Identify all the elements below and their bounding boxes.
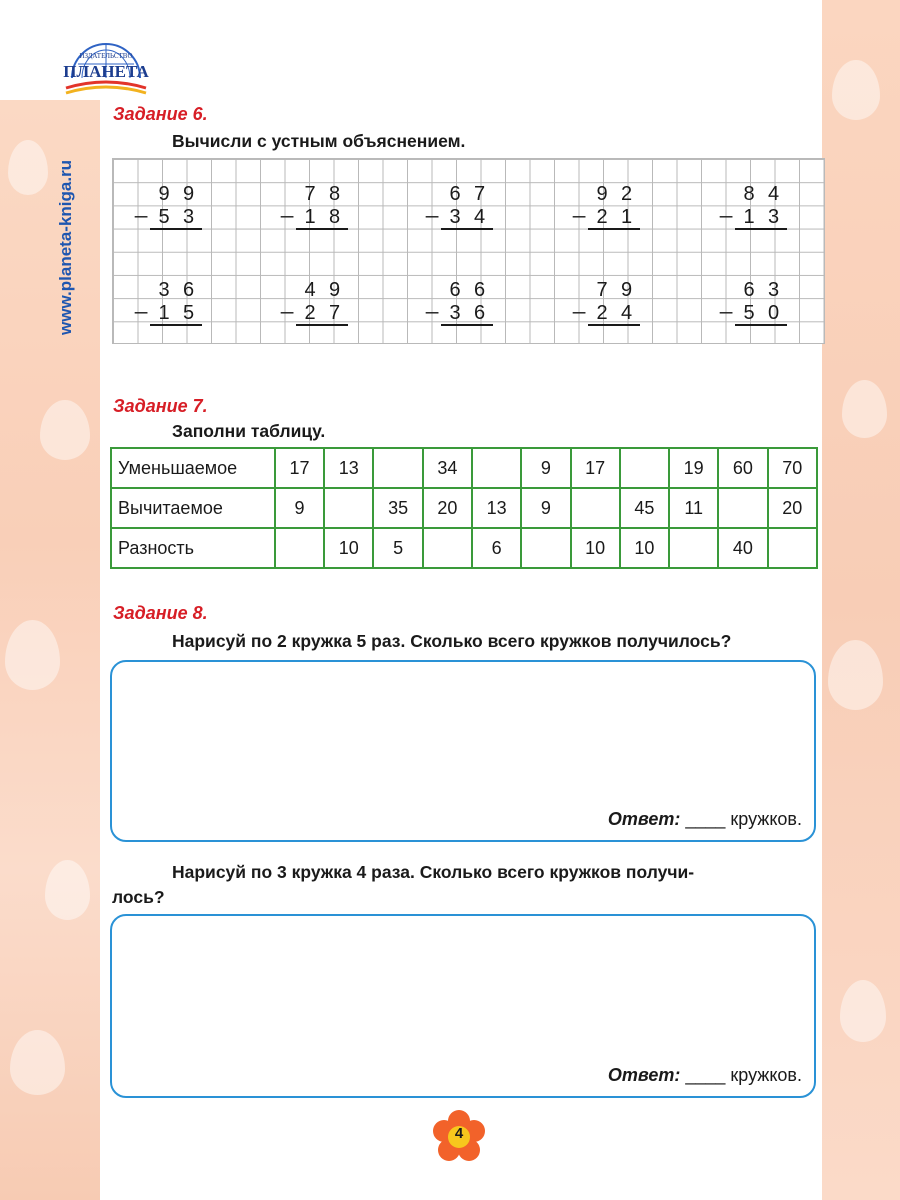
task7-text: Заполни таблицу. (172, 421, 326, 441)
table-cell: 34 (423, 448, 472, 488)
minus-sign: _ (720, 289, 733, 314)
minus-sign: _ (135, 193, 148, 218)
minuend-digit: 8 (328, 183, 341, 205)
row-label: Уменьшаемое (111, 448, 275, 488)
table-cell: 13 (324, 448, 373, 488)
petal-decor (8, 140, 48, 195)
minuend-digit: 6 (449, 183, 461, 205)
subtraction-table (110, 447, 818, 569)
minus-sign: _ (573, 289, 586, 314)
table-cell: 10 (571, 528, 620, 568)
table-cell: 35 (373, 488, 422, 528)
minuend-digit: 9 (328, 279, 341, 301)
task6-text: Вычисли с устным объяснением. (172, 131, 466, 151)
minuend-digit: 7 (304, 183, 316, 205)
table-cell[interactable] (373, 448, 422, 488)
subtraction-problem (720, 277, 790, 327)
minuend-digit: 6 (182, 279, 195, 301)
minuend-digit: 7 (596, 279, 608, 301)
minuend-digit: 3 (767, 279, 780, 301)
result-line (588, 228, 640, 230)
table-cell: 10 (620, 528, 669, 568)
minuend-digit: 4 (304, 279, 316, 301)
result-line (441, 228, 493, 230)
minuend-digit: 6 (473, 279, 486, 301)
answer-blank[interactable]: ____ (685, 1065, 726, 1085)
subtrahend-digit: 3 (182, 206, 195, 229)
table-cell[interactable] (472, 448, 521, 488)
minuend-digit: 9 (182, 183, 195, 205)
table-cell: 9 (521, 448, 570, 488)
answer-blank[interactable]: ____ (685, 809, 726, 829)
minuend-digit: 2 (620, 183, 633, 205)
table-cell[interactable] (571, 488, 620, 528)
calc-grid (112, 158, 825, 344)
subtrahend-digit: 3 (767, 206, 780, 229)
table-cell: 17 (571, 448, 620, 488)
petal-decor (828, 640, 883, 710)
table-cell: 20 (423, 488, 472, 528)
table-cell[interactable] (275, 528, 324, 568)
table-cell[interactable] (521, 528, 570, 568)
petal-decor (40, 400, 90, 460)
minuend-digit: 6 (743, 279, 755, 301)
subtrahend-digit: 5 (743, 302, 755, 325)
subtraction-problem (573, 181, 643, 231)
minus-sign: _ (281, 289, 294, 314)
logo-caption: ИЗДАТЕЛЬСТВО (79, 52, 133, 60)
task8-title: Задание 8. (113, 603, 208, 623)
petal-decor (842, 380, 887, 438)
result-line (588, 324, 640, 326)
left-decor-band (0, 100, 100, 1200)
answer-label: Ответ: (607, 809, 681, 829)
subtrahend-digit: 7 (328, 302, 341, 325)
subtrahend-digit: 4 (473, 206, 486, 229)
subtrahend-digit: 4 (620, 302, 633, 325)
table-row (111, 528, 817, 568)
table-cell[interactable] (718, 488, 767, 528)
subtraction-problem (426, 277, 496, 327)
minuend-digit: 8 (743, 183, 755, 205)
answer-unit: кружков. (730, 1065, 802, 1085)
subtraction-problem (135, 277, 205, 327)
answer-label: Ответ: (607, 1065, 681, 1085)
subtrahend-digit: 2 (304, 302, 316, 325)
petal-decor (5, 620, 60, 690)
result-line (296, 228, 348, 230)
subtrahend-digit: 1 (743, 206, 755, 229)
minus-sign: _ (573, 193, 586, 218)
minuend-digit: 6 (449, 279, 461, 301)
result-line (296, 324, 348, 326)
petal-decor (832, 60, 880, 120)
subtrahend-digit: 2 (596, 206, 608, 229)
result-line (441, 324, 493, 326)
table-cell: 9 (275, 488, 324, 528)
task8-text-1: Нарисуй по 2 кружка 5 раз. Сколько всего кружков получилось? (172, 631, 732, 651)
publisher-logo (58, 38, 154, 100)
result-line (735, 324, 787, 326)
subtrahend-digit: 5 (158, 206, 170, 229)
answer-line-1 (608, 809, 802, 830)
table-cell[interactable] (768, 528, 817, 568)
task8-text-2b: лось? (112, 887, 165, 907)
subtraction-problem (135, 181, 205, 231)
subtraction-problem (573, 277, 643, 327)
subtrahend-digit: 1 (620, 206, 633, 229)
table-row (111, 448, 817, 488)
table-cell[interactable] (669, 528, 718, 568)
table-cell: 13 (472, 488, 521, 528)
table-cell: 19 (669, 448, 718, 488)
table-cell: 5 (373, 528, 422, 568)
minus-sign: _ (135, 289, 148, 314)
petal-decor (10, 1030, 65, 1095)
result-line (735, 228, 787, 230)
subtrahend-digit: 3 (449, 302, 461, 325)
table-cell: 9 (521, 488, 570, 528)
subtrahend-digit: 1 (158, 302, 170, 325)
table-cell: 6 (472, 528, 521, 568)
minuend-digit: 7 (473, 183, 486, 205)
table-cell: 40 (718, 528, 767, 568)
subtraction-problem (281, 181, 351, 231)
table-cell[interactable] (620, 448, 669, 488)
task8-text-2: Нарисуй по 3 кружка 4 раза. Сколько всего кружков получи- (172, 862, 695, 882)
minus-sign: _ (720, 193, 733, 218)
result-line (150, 228, 202, 230)
task6-title: Задание 6. (113, 104, 208, 124)
minuend-digit: 9 (596, 183, 608, 205)
table-cell: 60 (718, 448, 767, 488)
site-url: www.planeta-kniga.ru (56, 159, 75, 335)
subtrahend-digit: 2 (596, 302, 608, 325)
drawing-box-1[interactable] (110, 660, 816, 842)
minuend-digit: 9 (620, 279, 633, 301)
petal-decor (840, 980, 886, 1042)
row-label: Разность (111, 528, 275, 568)
subtrahend-digit: 6 (473, 302, 486, 325)
page-number: 4 (454, 1125, 464, 1142)
answer-line-2 (608, 1065, 802, 1086)
drawing-box-2[interactable] (110, 914, 816, 1098)
table-cell: 20 (768, 488, 817, 528)
table-cell: 11 (669, 488, 718, 528)
table-cell: 70 (768, 448, 817, 488)
petal-decor (45, 860, 90, 920)
minuend-digit: 3 (158, 279, 170, 301)
subtraction-problem (281, 277, 351, 327)
table-cell[interactable] (324, 488, 373, 528)
row-label: Вычитаемое (111, 488, 275, 528)
subtrahend-digit: 5 (182, 302, 195, 325)
minus-sign: _ (426, 289, 439, 314)
table-row (111, 488, 817, 528)
minus-sign: _ (426, 193, 439, 218)
subtrahend-digit: 3 (449, 206, 461, 229)
subtrahend-digit: 1 (304, 206, 316, 229)
table-cell: 45 (620, 488, 669, 528)
table-cell[interactable] (423, 528, 472, 568)
minus-sign: _ (281, 193, 294, 218)
answer-unit: кружков. (730, 809, 802, 829)
task7-title: Задание 7. (113, 396, 208, 416)
subtrahend-digit: 8 (328, 206, 341, 229)
table-cell: 17 (275, 448, 324, 488)
logo-name: ПЛАНЕТА (63, 62, 149, 81)
subtraction-problem (720, 181, 790, 231)
table-cell: 10 (324, 528, 373, 568)
subtraction-problem (426, 181, 496, 231)
subtrahend-digit: 0 (767, 302, 780, 325)
minuend-digit: 9 (158, 183, 170, 205)
right-decor-band (822, 0, 900, 1200)
result-line (150, 324, 202, 326)
minuend-digit: 4 (767, 183, 780, 205)
